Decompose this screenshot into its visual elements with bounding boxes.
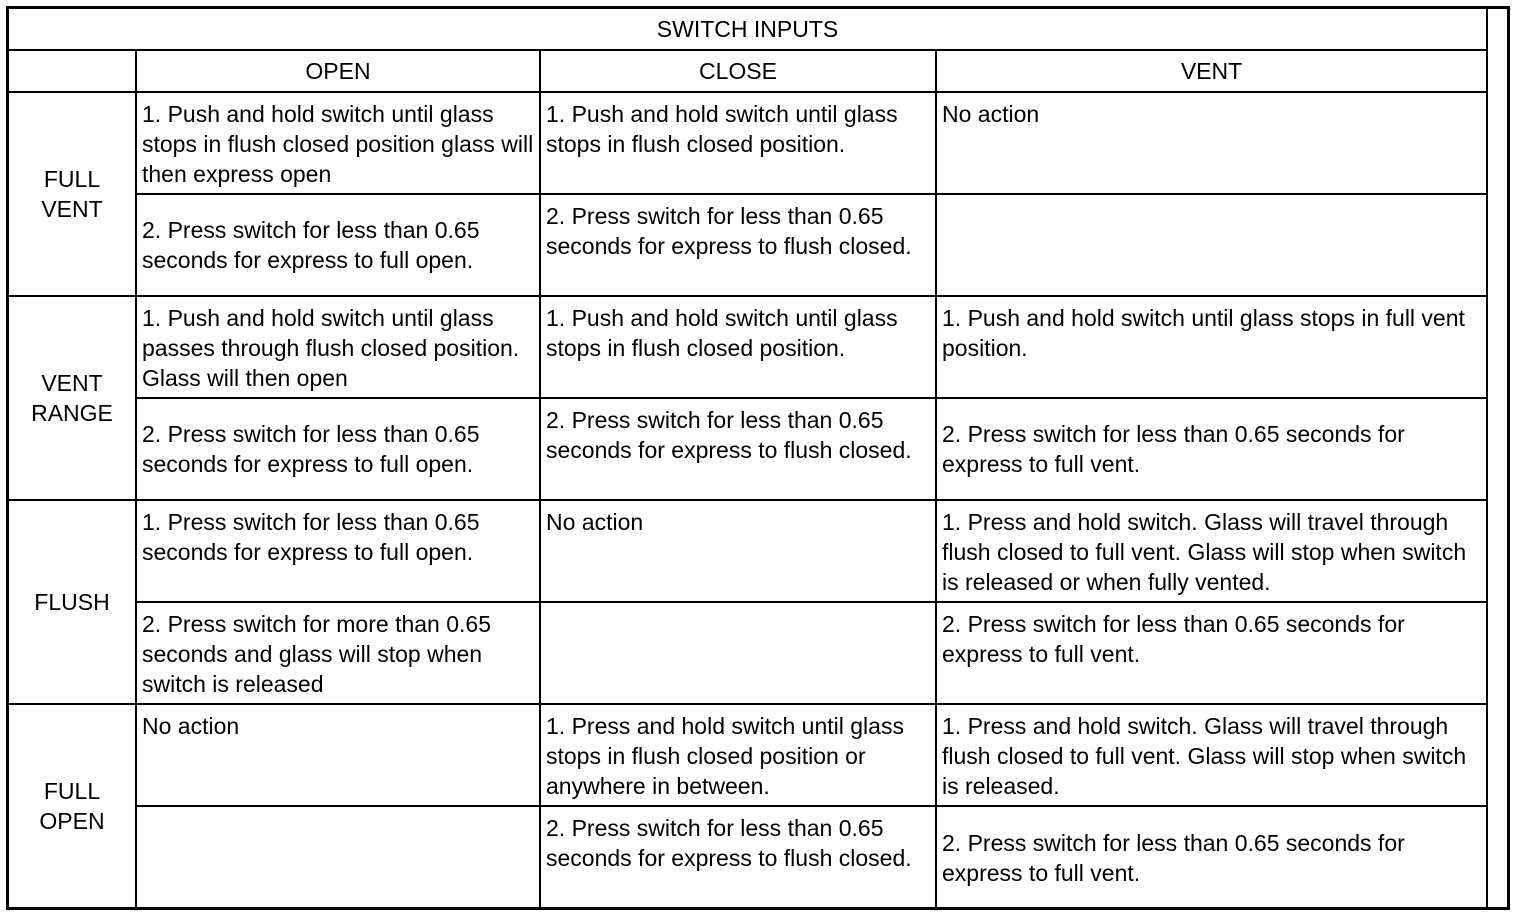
- row-label-full-open: [9, 704, 136, 908]
- table-cell: 2. Press switch for less than 0.65 seconds for express to flush closed.: [540, 806, 936, 908]
- switch-inputs-table: [9, 9, 1486, 909]
- row-label-line: FULL: [43, 166, 101, 192]
- column-header-close: CLOSE: [540, 50, 936, 92]
- row-label-line: VENT: [41, 196, 103, 222]
- table-cell: No action: [936, 92, 1486, 194]
- column-header-open: OPEN: [136, 50, 540, 92]
- row-label-line: FULL: [43, 778, 101, 804]
- row-label-line: OPEN: [39, 808, 105, 834]
- table-cell: 2. Press switch for less than 0.65 seconds for express to flush closed.: [540, 194, 936, 296]
- table-cell: 1. Push and hold switch until glass stops in flush closed position.: [540, 92, 936, 194]
- corner-cell: [9, 50, 136, 92]
- table-cell: No action: [136, 704, 540, 806]
- table-cell: 2. Press switch for less than 0.65 seconds for express to full vent.: [936, 806, 1486, 908]
- table-cell: 2. Press switch for less than 0.65 seconds for express to full open.: [136, 194, 540, 296]
- table-cell: No action: [540, 500, 936, 602]
- table-cell: 1. Press and hold switch until glass stops in flush closed position or anywhere in between.: [540, 704, 936, 806]
- row-label-line: VENT: [41, 370, 103, 396]
- table-cell: 1. Press and hold switch. Glass will travel through flush closed to full vent. Glass will stop when switch is released or when fully vented.: [936, 500, 1486, 602]
- column-header-vent: VENT: [936, 50, 1486, 92]
- row-label-vent-range: [9, 296, 136, 500]
- table-cell: 1. Push and hold switch until glass passes through flush closed position. Glass will then open: [136, 296, 540, 398]
- table-cell: 1. Press and hold switch. Glass will travel through flush closed to full vent. Glass will stop when switch is released.: [936, 704, 1486, 806]
- table-cell: 2. Press switch for less than 0.65 seconds for express to full vent.: [936, 602, 1486, 704]
- row-label-line: RANGE: [31, 400, 113, 426]
- table-cell: 2. Press switch for less than 0.65 seconds for express to full vent.: [936, 398, 1486, 500]
- table-cell: 2. Press switch for more than 0.65 seconds and glass will stop when switch is released: [136, 602, 540, 704]
- table-cell: 1. Push and hold switch until glass stops in flush closed position.: [540, 296, 936, 398]
- row-label-full-vent: [9, 92, 136, 296]
- table-cell: 2. Press switch for less than 0.65 seconds for express to flush closed.: [540, 398, 936, 500]
- table-right-rule: [1486, 8, 1488, 908]
- row-label-line: FLUSH: [34, 589, 110, 615]
- table-cell: 1. Press switch for less than 0.65 seconds for express to full open.: [136, 500, 540, 602]
- table-cell: 1. Push and hold switch until glass stops in full vent position.: [936, 296, 1486, 398]
- table-cell: [136, 806, 540, 908]
- table-cell: 1. Push and hold switch until glass stops in flush closed position glass will then express open: [136, 92, 540, 194]
- table-cell: [936, 194, 1486, 296]
- table-cell: [540, 602, 936, 704]
- table-title: SWITCH INPUTS: [9, 9, 1486, 50]
- row-label-flush: [9, 500, 136, 704]
- table-cell: 2. Press switch for less than 0.65 seconds for express to full open.: [136, 398, 540, 500]
